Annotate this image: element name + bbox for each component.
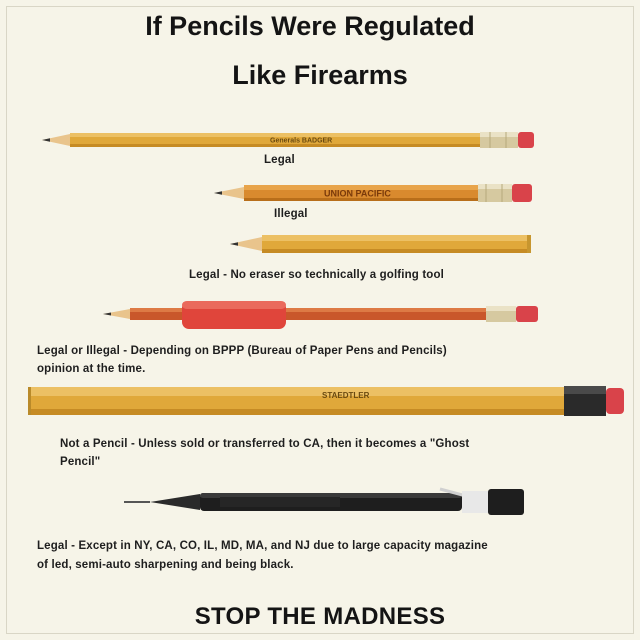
pencil-2-union-pacific — [0, 181, 640, 205]
pencil-6-mechanical — [0, 485, 640, 521]
caption-4-line-2: opinion at the time. — [37, 363, 146, 375]
title-line-2: Like Firearms — [232, 60, 408, 90]
pencil-4-with-grip — [0, 299, 640, 331]
caption-5-line-1: Not a Pencil - Unless sold or transferred to CA, then it becomes a "Ghost — [60, 438, 470, 450]
footer-slogan: STOP THE MADNESS — [194, 603, 446, 630]
pencil-2-imprint: UNION PACIFIC — [324, 188, 391, 199]
pencil-3-short-stub — [0, 231, 640, 257]
pencil-1-imprint: Generals BADGER — [270, 137, 333, 145]
caption-2: Illegal — [274, 208, 308, 220]
caption-1: Legal — [264, 154, 295, 166]
caption-4-line-1: Legal or Illegal - Depending on BPPP (Bureau of Paper Pens and Pencils) — [37, 345, 447, 357]
caption-3: Legal - No eraser so technically a golfing tool — [189, 269, 444, 281]
pencil-5-staedtler — [0, 383, 640, 419]
title-line-1: If Pencils Were Regulated — [145, 11, 475, 41]
caption-5-line-2: Pencil" — [60, 456, 101, 468]
pencil-5-imprint: STAEDTLER — [322, 391, 370, 400]
caption-6-line-2: of led, semi-auto sharpening and being black. — [37, 559, 294, 571]
pencil-1-long-yellow — [0, 128, 640, 152]
caption-6-line-1: Legal - Except in NY, CA, CO, IL, MD, MA, and NJ due to large capacity magazine — [37, 540, 488, 552]
